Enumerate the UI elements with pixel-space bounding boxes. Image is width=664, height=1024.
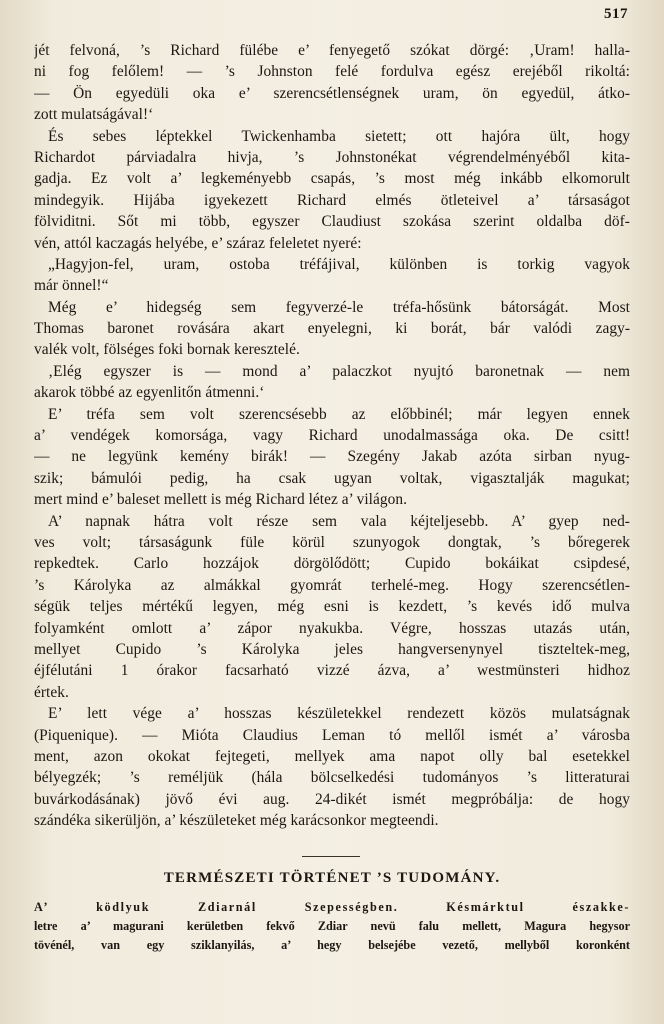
text-line: bélyegzék; ’s reméljük (hála bölcselkedési tudományos ’s litteraturai xyxy=(34,769,630,787)
text-line: E’ tréfa sem volt szerencsésebb az előbbinél; már legyen ennek xyxy=(48,405,630,423)
text-line: — ne legyünk kemény birák! — Szegény Jakab azóta sirban nyug- xyxy=(34,448,630,466)
text-line: ment, azon okokat fejtegeti, mellyek ama napot olly bal esetekkel xyxy=(34,747,630,765)
text-line: már önnel!“ xyxy=(34,277,109,295)
text-line: buvárkodásának) jövő évi aug. 24-dikét ismét megpróbálja: de hogy xyxy=(34,790,630,808)
section-body-text xyxy=(34,898,630,955)
text-line: repkedtek. Carlo hozzájok dörgölődött; Cupido bokáikat csipdesé, xyxy=(34,555,630,573)
text-line: a’ vendégek komorsága, vagy Richard unodalmassága oka. De csitt! xyxy=(34,427,630,445)
text-line: akarok többé az egyenlitőn átmenni.‘ xyxy=(34,384,265,402)
text-line: E’ lett vége a’ hosszas készületekkel rendezett közös mulatságnak xyxy=(48,705,630,723)
text-line: ségük teljes mértékű legyen, még esni is kezdett, ’s kevés idő mulva xyxy=(34,598,630,616)
text-line: folyamként omlott a’ zápor nyakukba. Végre, hosszas utazás után, xyxy=(34,619,630,637)
text-line: mert mind e’ baleset mellett is még Richard létez a’ világon. xyxy=(34,491,408,509)
text-line: És sebes léptekkel Twickenhamba sietett; ott hajóra ült, hogy xyxy=(48,127,630,145)
text-line: ves volt; társaságunk füle körül szunyogok dongtak, ’s bőregerek xyxy=(34,533,630,551)
text-line: értek. xyxy=(34,683,69,701)
text-line: Még e’ hidegség sem fegyverzé-le tréfa-hősünk bátorságát. Most xyxy=(48,298,630,316)
body-text xyxy=(34,40,630,831)
text-line: mellyet Cupido ’s Károlyka jeles hangversenynyel tiszteltek-meg, xyxy=(34,640,630,658)
text-line: ’s Károlyka az almákkal gyomrát terhelé-meg. Hogy szerencsétlen- xyxy=(34,576,630,594)
text-line: valék volt, fölséges foki bornak keresztelé. xyxy=(34,341,300,359)
section-heading: TERMÉSZETI TÖRTÉNET ’S TUDOMÁNY. xyxy=(163,870,501,886)
text-line: Richardot párviadalra hivja, ’s Johnstonékat végrendelményéből kita- xyxy=(34,148,630,166)
text-line: — Ön egyedüli oka e’ szerencsétlenségnek uram, ön egyedül, átko- xyxy=(34,84,630,102)
text-line: (Piquenique). — Mióta Claudius Leman tó mellől ismét a’ városba xyxy=(34,726,630,744)
text-line: ni fog felőlem! — ’s Johnston felé fordulva egész erejéből rikoltá: xyxy=(34,63,630,81)
text-line: A’ ködlyuk Zdiarnál Szepességben. Késmárktul északke- xyxy=(34,900,630,914)
text-line: jét felvoná, ’s Richard fülébe e’ fenyegető szókat dörgé: ‚Uram! halla- xyxy=(34,42,630,59)
text-line: vén, attól kaczagás helyébe, e’ száraz feleletet nyeré: xyxy=(34,234,362,252)
text-line: fölviditni. Sőt mi több, egyszer Claudiust szokása szerint oldalba döf- xyxy=(34,213,630,231)
text-line: éjfélutáni 1 órakor facsarható vizzé ázva, a’ westmünsteri hidhoz xyxy=(34,662,630,680)
text-line: Thomas baronet rovására akart enyelegni, ki borát, bár valódi zagy- xyxy=(34,320,630,338)
text-line: A’ napnak hátra volt része sem vala kéjteljesebb. A’ gyep ned- xyxy=(48,512,630,530)
text-line: gadja. Ez volt a’ legkeményebb csapás, ’s most még inkább elkomorult xyxy=(34,170,630,188)
page-number: 517 xyxy=(604,6,628,22)
text-line: szik; bámulói pedig, ha csak ugyan voltak, vigasztalják magukat; xyxy=(34,469,630,487)
text-line: szándéka sikerüljön, a’ készületeket még karácsonkor megteendi. xyxy=(34,812,439,830)
text-line: zott mulatságával!‘ xyxy=(34,106,154,124)
text-line: „Hagyjon-fel, uram, ostoba tréfájival, különben is torkig vagyok xyxy=(48,255,630,273)
section-divider xyxy=(302,856,360,857)
text-line: letre a’ magurani kerületben fekvő Zdiar nevü falu mellett, Magura hegysor xyxy=(34,919,630,933)
text-line: mindegyik. Hijába igyekezett Richard elmés ötleteivel a’ társaságot xyxy=(34,191,630,209)
text-line: ‚Elég egyszer is — mond a’ palaczkot nyujtó baronetnak — nem xyxy=(48,362,630,380)
text-line: tövénél, van egy sziklanyilás, a’ hegy belsejébe vezető, mellyből koronként xyxy=(34,938,630,952)
